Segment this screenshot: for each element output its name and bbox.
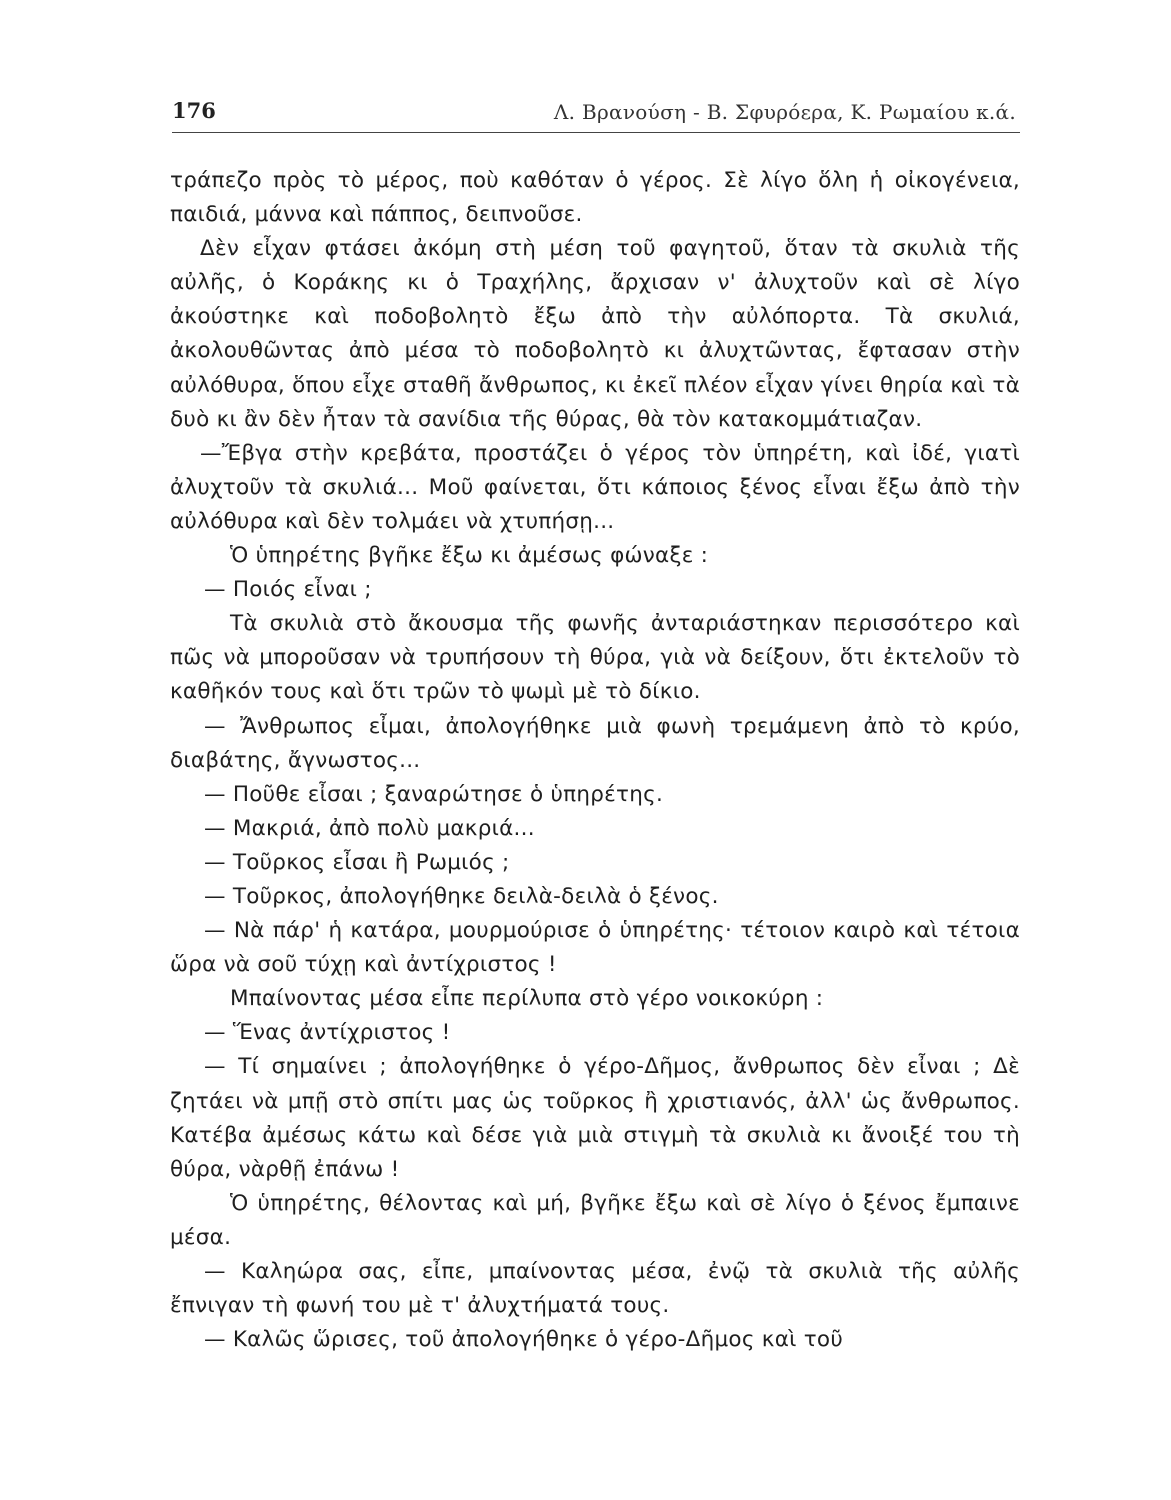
paragraph: Τὰ σκυλιὰ στὸ ἄκουσμα τῆς φωνῆς ἀνταριάστηκαν περισσότερο καὶ πῶς νὰ μποροῦσαν νὰ τρυπήσουν τὴ θύρα, γιὰ νὰ δείξουν, ὅτι ἐκτελοῦν τὸ καθῆκόν τους καὶ ὅτι τρῶν τὸ ψωμὶ μὲ τὸ δίκιο.	[170, 611, 1020, 705]
dialogue-line: — Ἕνας ἀντίχριστος !	[204, 1020, 451, 1046]
running-head	[172, 98, 1020, 133]
paragraph: Δὲν εἶχαν φτάσει ἀκόμη στὴ μέση τοῦ φαγητοῦ, ὅταν τὰ σκυλιὰ τῆς αὐλῆς, ὁ Κοράκης κι ὁ Τραχήλης, ἄρχισαν ν' ἀλυχτοῦν καὶ σὲ λίγο ἀκούστηκε καὶ ποδοβολητὸ ἔξω ἀπὸ τὴν αὐλόπορτα. Τὰ σκυλιά, ἀκολουθῶντας ἀπὸ μέσα τὸ ποδοβολητὸ κι ἀλυχτῶντας, ἔφτασαν στὴν αὐλόθυρα, ὅπου εἶχε σταθῆ ἄνθρωπος, κι ἐκεῖ πλέον εἶχαν γίνει θηρία καὶ τὰ δυὸ κι ἂν δὲν ἦταν τὰ σανίδια τῆς θύρας, θὰ τὸν κατακομμάτιαζαν.	[170, 236, 1020, 432]
running-title: Λ. Βρανούση - Β. Σφυρόερα, Κ. Ρωμαίου κ.ά.	[553, 100, 1016, 124]
dialogue-line: — Μακριά, ἀπὸ πολὺ μακριά...	[204, 815, 535, 841]
dialogue-line: — Νὰ πάρ' ἡ κατάρα, μουρμούρισε ὁ ὑπηρέτης· τέτοιον καιρὸ καὶ τέτοια ὥρα νὰ σοῦ τύχῃ καὶ ἀντίχριστος !	[170, 918, 1020, 978]
dialogue-line: — Ποῦθε εἶσαι ; ξαναρώτησε ὁ ὑπηρέτης.	[204, 781, 664, 807]
page-number: 176	[172, 98, 216, 123]
dialogue-line: — Ἄνθρωπος εἶμαι, ἀπολογήθηκε μιὰ φωνὴ τρεμάμενη ἀπὸ τὸ κρύο, διαβάτης, ἄγνωστος...	[170, 713, 1020, 773]
dialogue-line: — Τί σημαίνει ; ἀπολογήθηκε ὁ γέρο-Δῆμος, ἄνθρωπος δὲν εἶναι ; Δὲ ζητάει νὰ μπῇ στὸ σπίτι μας ὡς τοῦρκος ἢ χριστιανός, ἀλλ' ὡς ἄνθρωπος. Κατέβα ἀμέσως κάτω καὶ δέσε γιὰ μιὰ στιγμὴ τὰ σκυλιὰ κι ἄνοιξέ του τὴ θύρα, νὰρθῇ ἐπάνω !	[170, 1054, 1020, 1182]
dialogue-line: — Καλῶς ὥρισες, τοῦ ἀπολογήθηκε ὁ γέρο-Δῆμος καὶ τοῦ	[204, 1327, 844, 1353]
dialogue-line: —Ἔβγα στὴν κρεβάτα, προστάζει ὁ γέρος τὸν ὑπηρέτη, καὶ ἰδέ, γιατὶ ἀλυχτοῦν τὰ σκυλιά... Μοῦ φαίνεται, ὅτι κάποιος ξένος εἶναι ἔξω ἀπὸ τὴν αὐλόθυρα καὶ δὲν τολμάει νὰ χτυπήσῃ...	[170, 440, 1020, 534]
body-text	[170, 164, 1020, 1357]
dialogue-line: — Τοῦρκος, ἀπολογήθηκε δειλὰ-δειλὰ ὁ ξένος.	[204, 883, 719, 909]
dialogue-line: — Τοῦρκος εἶσαι ἢ Ρωμιός ;	[204, 849, 510, 875]
dialogue-line: — Ποιός εἶναι ;	[204, 577, 372, 603]
paragraph: Ὁ ὑπηρέτης, θέλοντας καὶ μή, βγῆκε ἔξω καὶ σὲ λίγο ὁ ξένος ἔμπαινε μέσα.	[170, 1190, 1020, 1250]
paragraph: Ὁ ὑπηρέτης βγῆκε ἔξω κι ἀμέσως φώναξε :	[230, 543, 709, 569]
paragraph: Μπαίνοντας μέσα εἶπε περίλυπα στὸ γέρο νοικοκύρη :	[230, 986, 824, 1012]
paragraph: τράπεζο πρὸς τὸ μέρος, ποὺ καθόταν ὁ γέρος. Σὲ λίγο ὅλη ἡ οἰκογένεια, παιδιά, μάννα καὶ πάππος, δειπνοῦσε.	[170, 168, 1020, 228]
dialogue-line: — Καληώρα σας, εἶπε, μπαίνοντας μέσα, ἐνῷ τὰ σκυλιὰ τῆς αὐλῆς ἔπνιγαν τὴ φωνή του μὲ τ' ἀλυχτήματά τους.	[170, 1259, 1020, 1319]
